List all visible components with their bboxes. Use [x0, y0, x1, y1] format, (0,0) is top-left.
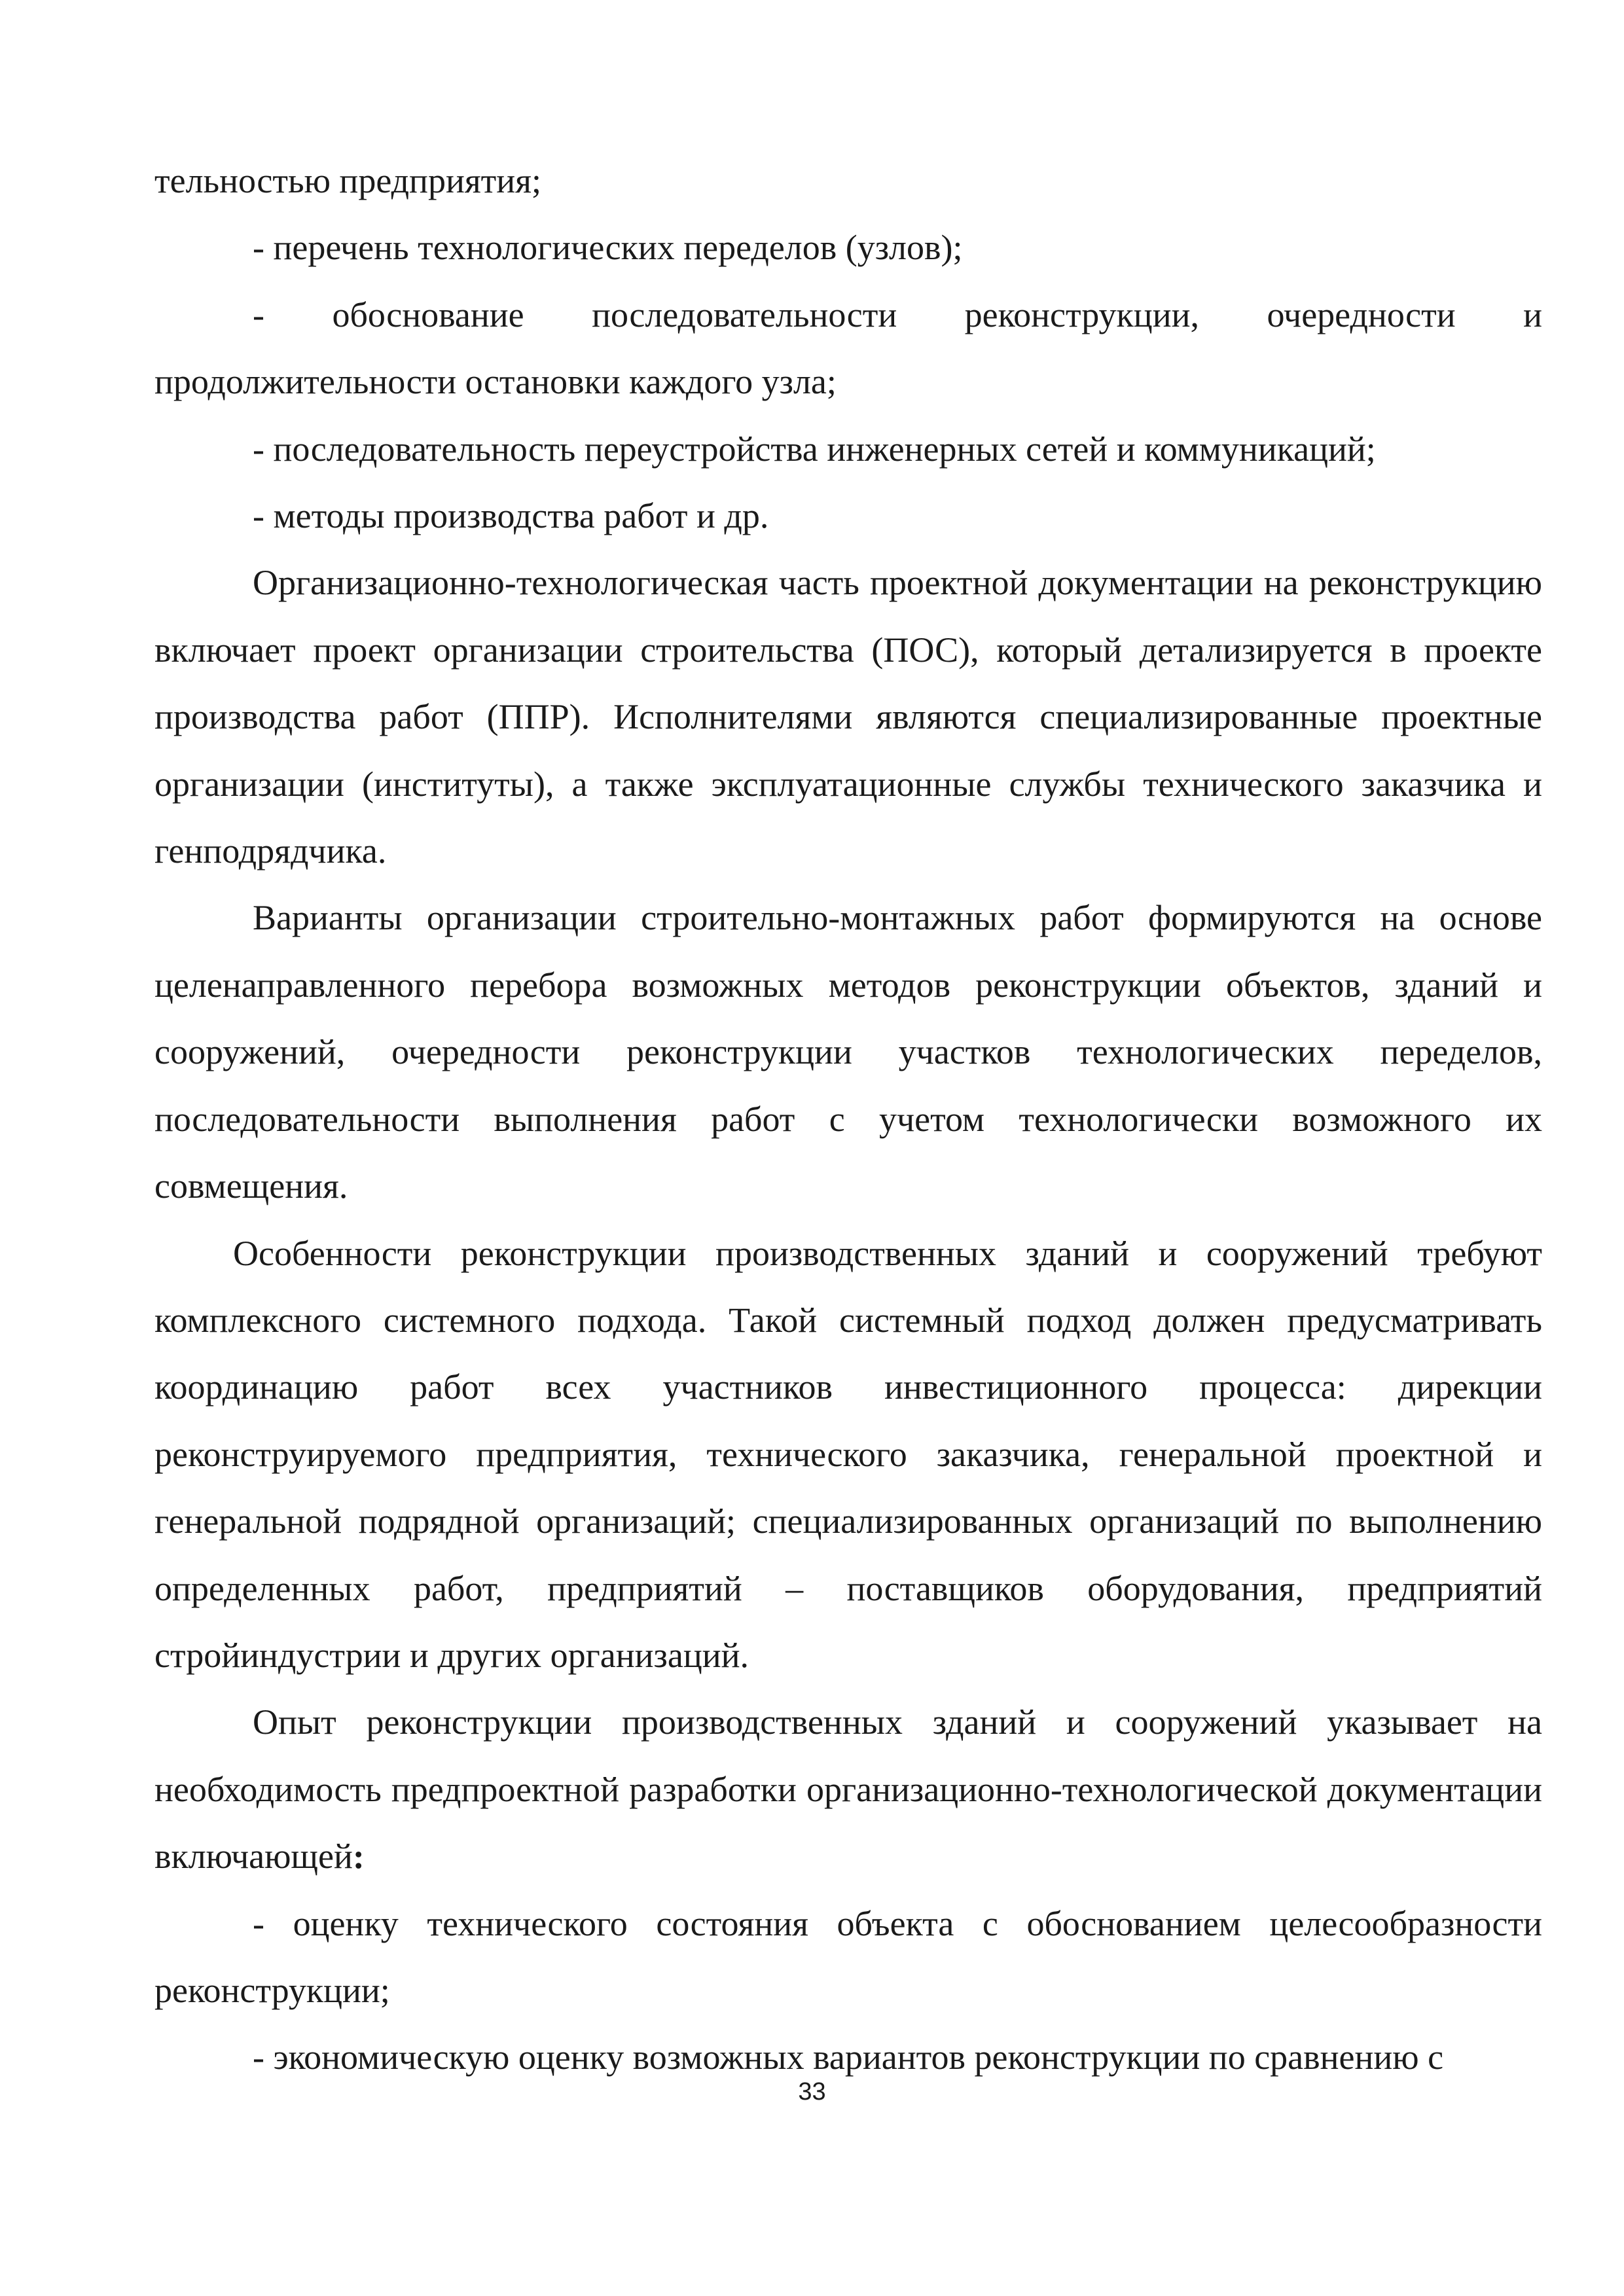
list-item-economic-assessment: - экономическую оценку возможных вариантов реконструкции по сравнению с — [253, 2037, 1444, 2077]
list-item-methods: - методы производства работ и др. — [253, 496, 769, 536]
list-item-networks: - последовательность переустройства инженерных сетей и коммуникаций; — [253, 429, 1376, 469]
body-text — [154, 147, 1542, 2091]
paragraph-experience-text: Опыт реконструкции производственных зданий и сооружений указывает на необходимость предпроектной разработки организационно-технологической документации включающей — [154, 1702, 1542, 1876]
paragraph-experience-colon: : — [352, 1837, 365, 1876]
paragraph-variants: Варианты организации строительно-монтажных работ формируются на основе целенаправленного перебора возможных методов реконструкции объектов, зданий и сооружений, очередности реконструкции участков технологических переделов, последовательности выполнения работ с учетом технологически возможного их совмещения. — [154, 898, 1542, 1206]
paragraph-features: Особенности реконструкции производственных зданий и сооружений требуют комплексного системного подхода. Такой системный подход должен предусматривать координацию работ всех участников инвестиционного процесса: дирекции реконструируемого предприятия, технического заказчика, генеральной проектной и генеральной подрядной организаций; специализированных организаций по выполнению определенных работ, предприятий – поставщиков оборудования, предприятий стройиндустрии и других организаций. — [154, 1233, 1542, 1675]
list-item-stages: - перечень технологических переделов (узлов); — [253, 228, 963, 268]
paragraph-experience — [154, 1689, 1542, 1890]
paragraph-pos-ppr: Организационно-технологическая часть проектной документации на реконструкцию включает проект организации строительства (ПОС), который детализируется в проекте производства работ (ППР). Исполнителями являются специализированные проектные организации (институты), а также эксплуатационные службы технического заказчика и генподрядчика. — [154, 563, 1542, 871]
page-number: 33 — [798, 2078, 826, 2106]
list-item-technical-assessment: - оценку технического состояния объекта с обоснованием целесообразности реконструкции; — [154, 1903, 1542, 2010]
list-item-sequence-justification: - обоснование последовательности реконструкции, очередности и продолжительности остановки каждого узла; — [154, 295, 1542, 402]
paragraph-continuation: тельностью предприятия; — [154, 161, 542, 200]
